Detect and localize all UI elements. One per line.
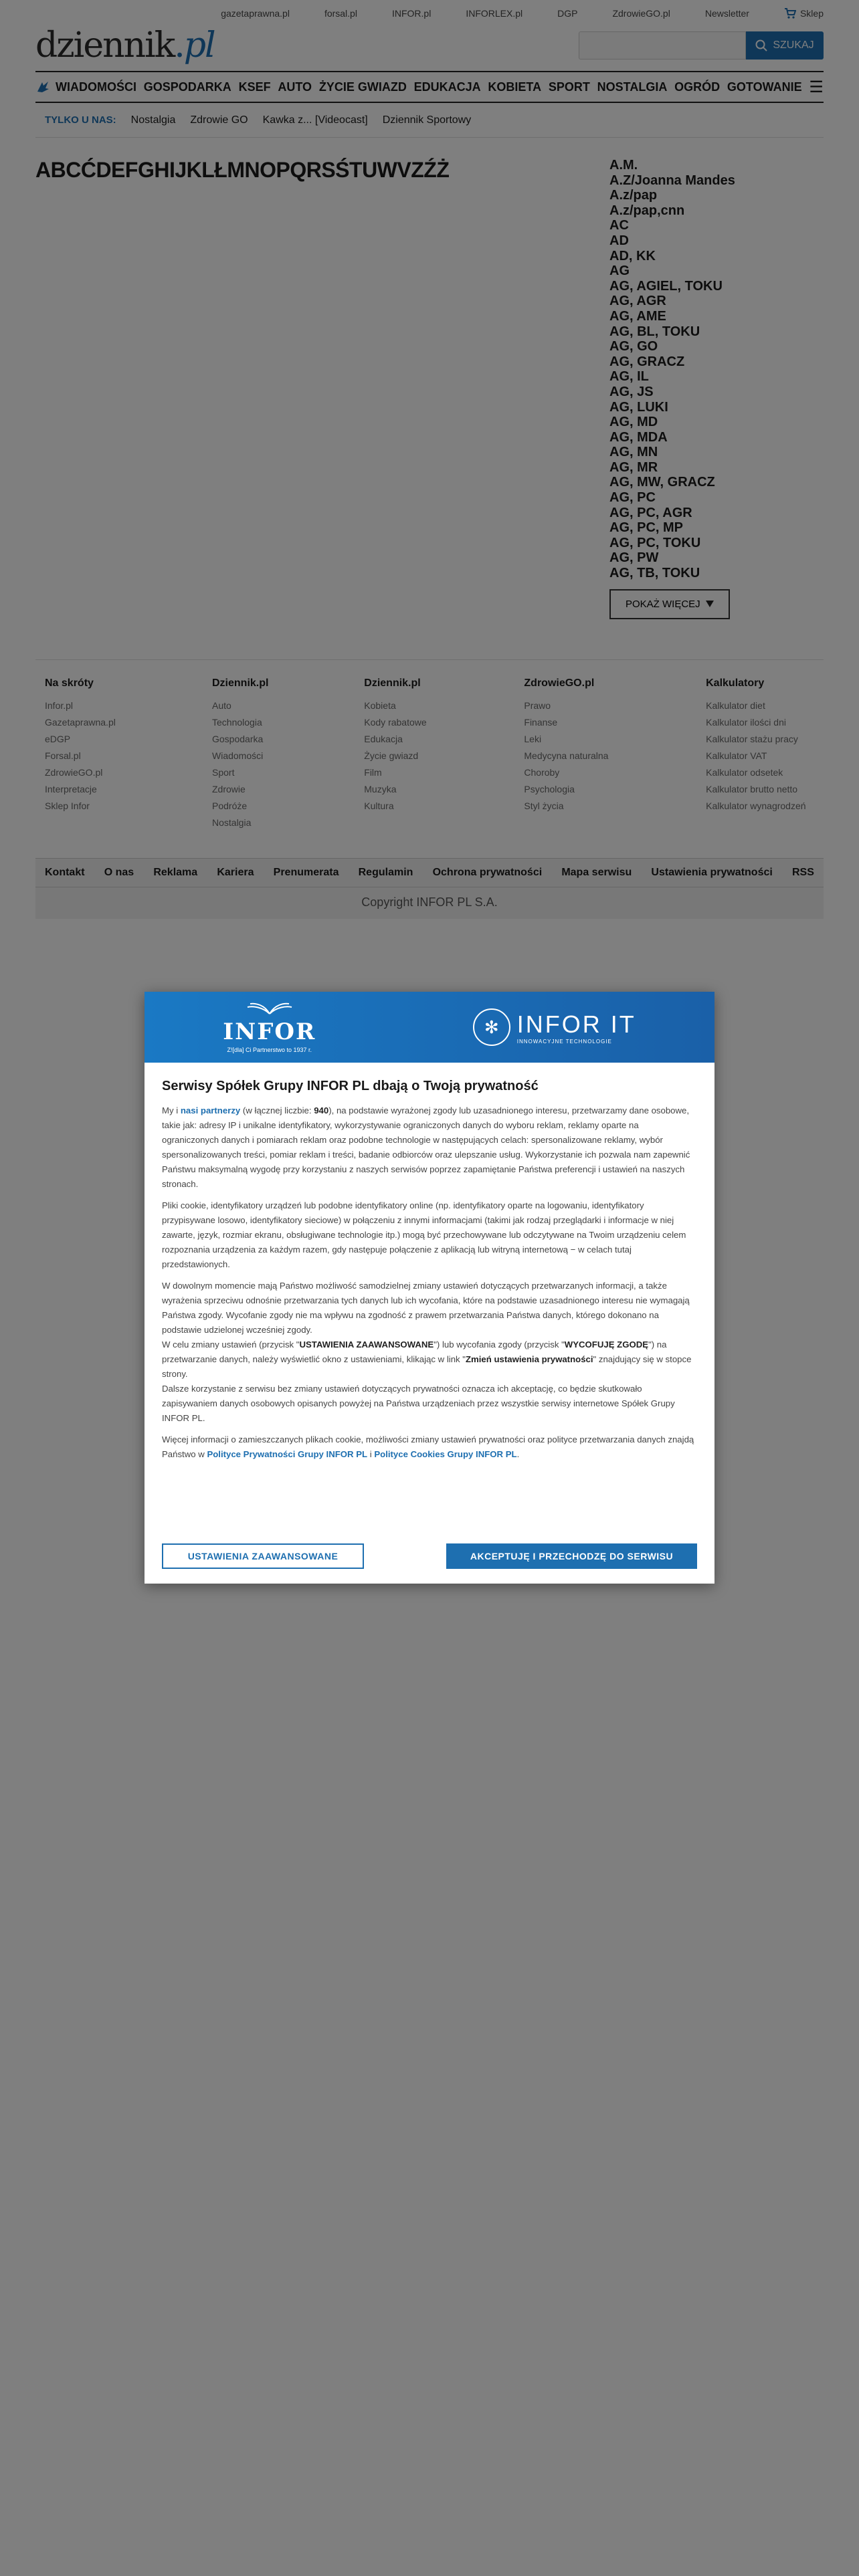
text-fragment: (w łącznej liczbie: (240, 1105, 314, 1115)
text-fragment: . (516, 1449, 520, 1459)
infor-logo (223, 1002, 316, 1053)
dialog-title: Serwisy Spółek Grupy INFOR PL dbają o Twoją prywatność (162, 1079, 539, 1093)
consent-paragraph-4 (162, 1432, 697, 1462)
advanced-settings-button[interactable]: USTAWIENIA ZAAWANSOWANE (162, 1543, 364, 1569)
text-fragment: ") lub wycofania zgody (przycisk " (434, 1339, 565, 1350)
infor-tagline: Z![dla] Ci Partnerstwo to 1937 r. (227, 1046, 312, 1053)
infor-book-icon (246, 1002, 293, 1015)
text-fragment: ), na podstawie wyrażonej zgody lub uzasadnionego interesu, przetwarzamy dane osobowe, takie jak: adresy IP i unikalne identyfikatory, wykorzystywanie ograniczonych danych do wyboru reklam, reklamy oparte na ograniczonych danych i pomiarach reklam oraz podobne technologie w następujących celach: spersonalizowane reklamy, wybór spersonalizowanych treści, pomiar reklam i treści, badanie odbiorców oraz ulepszanie usług. Wykorzystanie ich pozwala nam zapewnić Państwu maksymalną wygodę przy korzystaniu z naszych serwisów poprzez zapamiętanie Państwa preferencji i ustawień na naszych stronach. (162, 1105, 690, 1189)
text-fragment: My i (162, 1105, 181, 1115)
text-fragment: W celu zmiany ustawień (przycisk " (162, 1339, 300, 1350)
consent-paragraph-2: Pliki cookie, identyfikatory urządzeń lub podobne identyfikatory online (np. identyfikatory oparte na logowaniu, identyfikatory przypisywane losowo, identyfikatory sieciowe) w połączeniu z innymi informacjami (takimi jak rodzaj przeglądarki i informacje w niej zawarte, język, rozmiar ekranu, obsługiwane technologie itp.) mogą być przechowywane lub odczytywane na Twoim urządzeniu celem rozpoznania urządzenia za każdym razem, gdy następuje połączenie z aplikacją lub witryną internetową − w celach tutaj przedstawionych. (162, 1200, 686, 1269)
cookies-policy-link[interactable]: Polityce Cookies Grupy INFOR PL (374, 1449, 517, 1459)
text-fragment: " znajdujący się w stopce strony. (162, 1354, 692, 1379)
consent-paragraph-1 (162, 1103, 697, 1192)
dialog-body (145, 1063, 714, 1462)
text-emphasis: WYCOFUJĘ ZGODĘ (564, 1339, 649, 1350)
consent-paragraph-3 (162, 1279, 697, 1426)
text-fragment: W dowolnym momencie mają Państwo możliwość samodzielnej zmiany ustawień dotyczących przetwarzanych informacji, a także wyrażenia sprzeciwu odnośnie przetwarzania tych danych lub ich wycofania, które na podstawie uzasadnionego interesu nie wymagają Państwa zgody. Wycofanie zgody nie ma wpływu na zgodność z prawem przetwarzania Państwa danych, którego dokonano na podstawie udzielonej wcześniej zgody. (162, 1281, 690, 1335)
partners-count: 940 (314, 1105, 329, 1115)
infor-it-logo (473, 1008, 636, 1046)
infor-it-wordmark: INFOR IT (516, 1010, 636, 1038)
accept-button[interactable]: AKCEPTUJĘ I PRZECHODZĘ DO SERWISU (446, 1543, 697, 1569)
privacy-consent-dialog (145, 992, 714, 1584)
text-emphasis: USTAWIENIA ZAAWANSOWANE (299, 1339, 434, 1350)
dialog-header-banner (145, 992, 714, 1063)
dialog-actions (162, 1543, 697, 1569)
infor-wordmark: INFOR (223, 1018, 316, 1045)
text-fragment: Dalsze korzystanie z serwisu bez zmiany ustawień dotyczących prywatności oznacza ich akceptację, co będzie skutkowało zapisywaniem danych osobowych opisanych powyżej na Państwa urządzeniach przez wszystkie serwisy internetowe Spółek Grupy INFOR PL. (162, 1384, 675, 1423)
text-emphasis: Zmień ustawienia prywatności (465, 1354, 593, 1364)
privacy-policy-link[interactable]: Polityce Prywatności Grupy INFOR PL (207, 1449, 368, 1459)
text-fragment: Więcej informacji o zamieszczanych plikach cookie, możliwości zmiany ustawień prywatności oraz polityce przetwarzania danych znajdą Państwo w (162, 1434, 694, 1459)
infor-it-tagline: INNOWACYJNE TECHNOLOGIE (516, 1038, 612, 1045)
infor-it-ring-icon: ✻ (473, 1008, 510, 1046)
partners-link[interactable]: nasi partnerzy (180, 1105, 241, 1115)
text-fragment: i (367, 1449, 375, 1459)
text-fragment: ") na przetwarzanie danych, należy wyświetlić okno z ustawieniami, klikając w link " (162, 1339, 667, 1364)
